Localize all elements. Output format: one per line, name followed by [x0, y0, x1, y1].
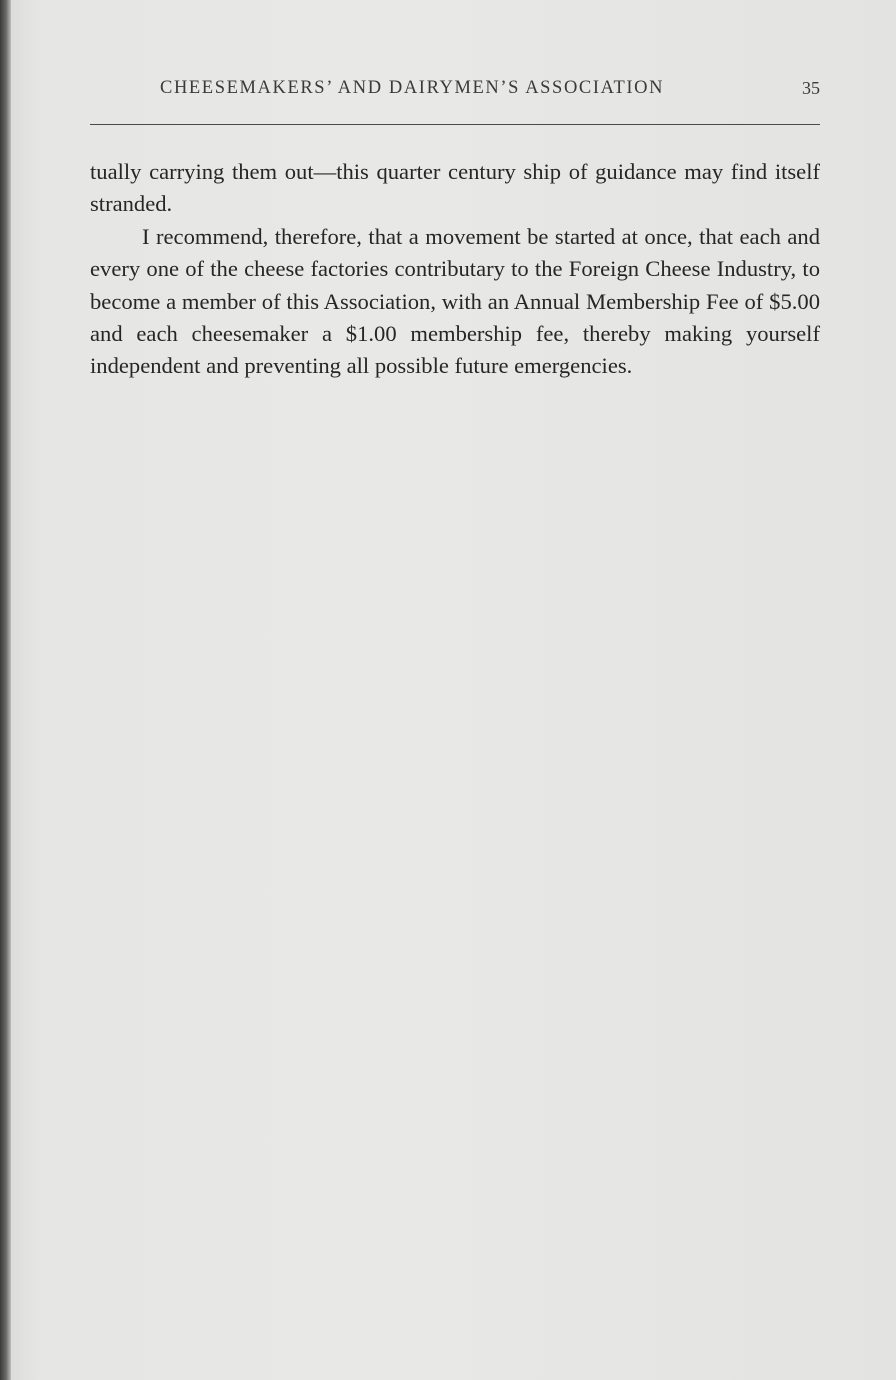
- page-number: 35: [802, 78, 820, 98]
- binding-edge: [0, 0, 11, 1380]
- running-head: [90, 78, 820, 108]
- running-head-title: CHEESEMAKERS’ AND DAIRYMEN’S ASSOCIATION: [160, 78, 665, 98]
- paragraph-recommendation: I recommend, therefore, that a movement be started at once, that each and every one of the cheese factories contributary to the Foreign Cheese Industry, to become a member of this Association, with an Annual Membership Fee of $5.00 and each cheesemaker a $1.00 membership fee, thereby making yourself independent and preventing all possible future emergencies.: [90, 223, 820, 379]
- body-text: [90, 156, 820, 383]
- header-rule: [90, 124, 820, 125]
- paragraph-continuation: tually carrying them out—this quarter century ship of guidance may find itself stranded.: [90, 159, 820, 217]
